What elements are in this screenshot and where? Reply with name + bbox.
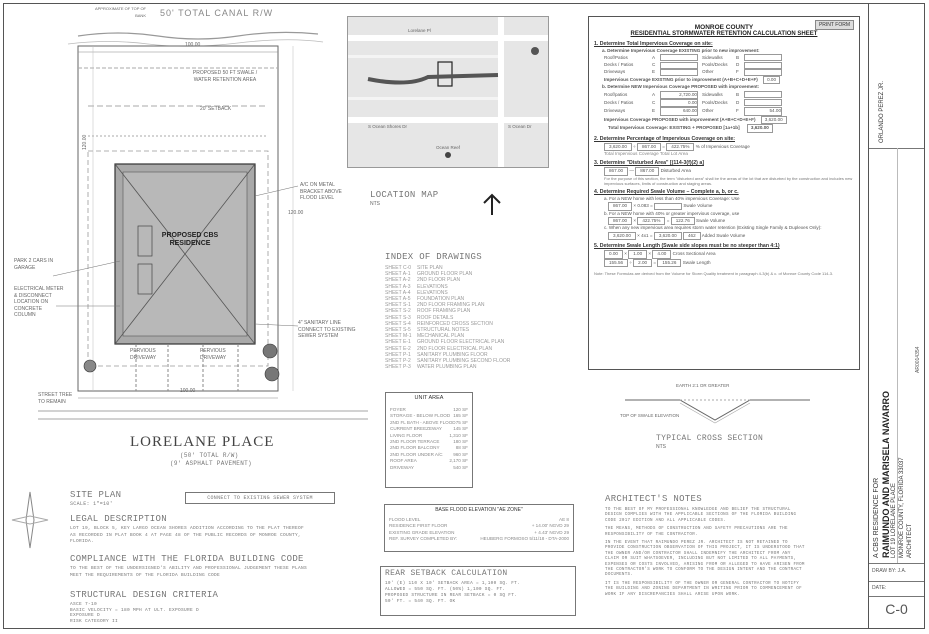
structural-title: STRUCTURAL DESIGN CRITERIA xyxy=(70,590,219,600)
date-label: DATE: xyxy=(872,585,887,591)
unit-area-row: STORAGE - BELOW FLOOD 165 SF xyxy=(390,413,468,419)
stormwater-form xyxy=(588,16,860,370)
form-total: Total Impervious Coverage: EXISTING + PROPOSED [1a+1b] 3,620.00 xyxy=(594,124,854,132)
index-row: SHEET P-1 SANITARY PLUMBING FLOOR xyxy=(385,351,488,358)
project-line2: ORLANDO PEREZ JR. xyxy=(879,80,885,143)
unit-area-title: UNIT AREA xyxy=(414,395,444,401)
setback-line: 50' FT. = 540 SQ. FT. OK xyxy=(385,599,456,604)
site-plan-drawing xyxy=(8,6,368,426)
index-row: SHEET C-0 SITE PLAN xyxy=(385,265,443,271)
cross-section-title: TYPICAL CROSS SECTION xyxy=(656,434,764,443)
unit-area-row: LIVING FLOOR 1,310 SF xyxy=(390,432,468,438)
cross-note2: TOP OF SWALE ELEVATION xyxy=(620,413,680,418)
north-icon xyxy=(480,193,504,217)
architect-label: ARCHITECT xyxy=(907,523,913,558)
street-tree-note: STREET TREE TO REMAIN xyxy=(38,392,73,405)
unit-area-row: 2ND FLOOR TERRACE 180 SF xyxy=(390,439,468,445)
flood-row: FLOOD LEVEL AE 8 xyxy=(389,517,569,522)
structural-lines xyxy=(70,602,199,624)
pervious-right: PERVIOUS DRIVEWAY xyxy=(200,348,227,361)
index-row: SHEET S-4 REINFORCED CROSS SECTION xyxy=(385,320,493,327)
ac-note: A/C ON METAL BRACKET ABOVE FLOOD LEVEL xyxy=(300,182,342,201)
structural-line: EXPOSURE D xyxy=(70,613,101,618)
index-row: SHEET A-5 FOUNDATION PLAN xyxy=(385,296,465,303)
form-4b-row: 867.00 × 422.75% = 122.76 Swale Volume xyxy=(594,217,854,225)
form-4a-row: 867.00 × 0.083 = Swale Volume xyxy=(594,202,854,210)
form-4b: b. For a NEW home with 40% or greater impervious coverage, use xyxy=(604,210,740,216)
index-row: SHEET S-1 2ND FLOOR FRAMING PLAN xyxy=(385,302,485,309)
unit-area-row: ROOF AREA 2,170 SF xyxy=(390,458,468,464)
arch-note: IN THE EVENT THAT RAIMUNDO PEREZ JR. ARCHITECT IS NOT RETAINED TO PROVIDE CONSTRUCTION OBSERVATION OF THIS PROJECT, IT IS UNDERSTOOD THAT THE OWNER AND/OR CONTRACTOR SHALL INDEMNIFY THE ARCHITECT FROM ANY CLAIM OR SUIT WHATSOEVER, INCLUDING BUT NOT LIMITED TO ALL PAYMENTS, EXPENSES OR COSTS INVOLVED, ARISING FROM OR ALLEGED TO HAVE ARISEN FROM THE CONTRACTOR'S WORK TO CONFORM TO THE DESIGN INTENT AND THE CONTRACT DOCUMENTS. xyxy=(605,541,805,578)
canal-label: 50' TOTAL CANAL R/W xyxy=(160,8,274,18)
form-section-4: 4. Determine Required Swale Volume – Complete a, b, or c. xyxy=(594,188,739,195)
index-row: SHEET A-4 ELEVATIONS xyxy=(385,289,448,296)
map-pin-icon xyxy=(531,47,539,55)
unit-area-box xyxy=(385,392,473,488)
compliance-text: TO THE BEST OF THE UNDERSIGNED'S ABILITY AND PROFESSIONAL JUDGEMENT THESE PLANS MEET THE REQUIREMENTS OF THE FLORIDA BUILDING CODE xyxy=(70,566,308,578)
dim-top: 100.00 xyxy=(185,42,201,48)
pervious-left: PERVIOUS DRIVEWAY xyxy=(130,348,157,361)
sewer-note: 4" SANITARY LINE CONNECT TO EXISTING SEWER SYSTEM xyxy=(298,320,356,339)
form-1a-rows xyxy=(594,54,854,84)
form-4c-row: 3,620.00 × 4x1 = 3,620.00 462 Added Swale Volume xyxy=(594,232,854,240)
form-1a-total: Impervious Coverage EXISTING prior to improvement (A+B+C+D+E+F) 0.00 xyxy=(604,76,854,84)
street-name: LORELANE PLACE xyxy=(130,434,275,450)
flood-row: REF. SURVEY COMPLETED BY: HEUBERG FORMOSO 5/11/18 - DTA-2000 xyxy=(389,536,569,542)
flood-row: EXISTING GRADE ELEVATION + 4.43' NGVD 29 xyxy=(389,529,569,535)
form-3-note: For the purpose of this section, the term "disturbed area" shall be the areas of the lot that are disturbed by the construction and includes new impervious surfaces, limits of construction and staging areas. xyxy=(604,175,853,186)
location-map-nts: NTS xyxy=(370,201,380,207)
form-county: MONROE COUNTY xyxy=(694,24,754,31)
canal-note: APPROXIMATE OF TOP OF BANK xyxy=(94,6,146,18)
unit-area-row: 2ND FLOOR BALCONY 88 SF xyxy=(390,445,468,451)
house-label xyxy=(150,232,230,248)
index-row: SHEET A-2 2ND FLOOR PLAN xyxy=(385,277,461,284)
setback-line: 10' (E) 110 X 10' SETBACK AREA = 1,100 SQ. FT. xyxy=(385,581,521,586)
street-sub1: (50' TOTAL R/W) xyxy=(180,452,239,459)
index-row: SHEET P-3 WATER PLUMBING PLAN xyxy=(385,364,477,371)
unit-area-row: FOYER 120 SF xyxy=(390,407,468,412)
index-row: SHEET A-3 ELEVATIONS xyxy=(385,283,448,290)
drawn-by: DRAW BY: J.A. xyxy=(872,568,907,574)
form-2-labels: Total Impervious Coverage Total Lot Area xyxy=(604,151,688,157)
form-4c: c. When any new impervious area requires storm water retention (Existing Single Family & Duplexes Only): xyxy=(604,225,822,231)
form-row: Roof/patios A 2,720.00 Sidewalks B xyxy=(604,91,854,99)
street-sub2: (9' ASPHALT PAVEMENT) xyxy=(170,460,252,467)
map-street1: Lorelane Pl xyxy=(408,28,431,33)
elec-note: ELECTRICAL METER & DISCONNECT LOCATION ON CONCRETE COLUMN xyxy=(14,286,64,318)
form-section-1a: a. Determine Impervious Coverage EXISTING prior to new improvement: xyxy=(602,48,760,53)
structural-line: ASCE 7-10 xyxy=(70,602,98,607)
dim-right: 120.00 xyxy=(288,210,304,216)
tree-icon xyxy=(263,344,277,358)
form-title: RESIDENTIAL STORMWATER RETENTION CALCULATION SHEET xyxy=(630,31,818,37)
index-row: SHEET A-1 GROUND FLOOR PLAN xyxy=(385,271,473,278)
park-note: PARK 2 CARS IN GARAGE xyxy=(14,258,54,271)
arch-notes xyxy=(605,508,805,598)
map-street2: S Ocean Shores Dr xyxy=(368,124,408,129)
project-address: LOT 19 LORELANE PLACE xyxy=(891,483,897,558)
flood-title: BASE FLOOD ELEVATION "AE ZONE" xyxy=(435,507,523,513)
map-street3: S Ocean Dr xyxy=(508,124,532,129)
form-5-row2: 155.56 ÷ 2.00 = 155.26 Swale Length xyxy=(594,259,854,267)
form-section-2: 2. Determine Percentage of Impervious Coverage on site: xyxy=(594,135,735,142)
house-label-line2: RESIDENCE xyxy=(169,240,211,247)
index-list xyxy=(385,265,565,370)
sewer-connect-box: CONNECT TO EXISTING SEWER SYSTEM xyxy=(185,492,335,504)
structural-line: RISK CATEGORY II xyxy=(70,618,119,624)
print-form-button[interactable]: PRINT FORM xyxy=(815,20,854,30)
index-row: SHEET S-5 STRUCTURAL NOTES xyxy=(385,327,470,334)
unit-area-row: CURRENT BREEZEWAY 145 SF xyxy=(390,426,468,432)
legal-text: LOT 19, BLOCK 5, KEY LARGO OCEAN SHORES ADDITION ACCORDING TO THE PLAT THEREOF AS RECORDED IN PLAT BOOK 4 AT PAGE 48 OF THE PUBLIC RECORDS OF MONROE COUNTY, FLORIDA. xyxy=(70,526,305,544)
form-5-row1: 0.00 × 1.00 × 4.00 Cross Sectional Area xyxy=(594,250,854,258)
structural-line: BASIC VELOCITY = 180 MPH AT ULT. EXPOSURE D xyxy=(70,607,200,613)
tree-icon xyxy=(265,367,279,381)
form-row: Driveways E 640.00 Other F 54.00 xyxy=(604,107,854,115)
canal-setback: 20' SETBACK xyxy=(200,106,232,112)
map-poi: Ocean Reef xyxy=(436,145,461,150)
form-1b-total: Impervious Coverage PROPOSED with improvement (A+B+C+D+E+F) 3,620.00 xyxy=(604,116,854,124)
cross-section-nts: NTS xyxy=(656,444,666,450)
index-row: SHEET P-2 SANITARY PLUMBING SECOND FLOOR xyxy=(385,358,511,365)
arch-note: IT IS THE RESPONSIBILITY OF THE OWNER OR GENERAL CONTRACTOR TO NOTIFY THE BUILDING AND ZONING DEPARTMENT IN WRITING PRIOR TO COMMENCEMENT OF WORK IF ANY DISCREPANCIES SHALL ARISE UPON WORK. xyxy=(605,581,802,597)
project-city: MONROE COUNTY, FLORIDA 33037 xyxy=(899,457,905,558)
legal-title: LEGAL DESCRIPTION xyxy=(70,514,167,524)
flood-box xyxy=(384,504,574,552)
arch-note: THE MEANS, METHODS OF CONSTRUCTION AND SAFETY PRECAUTIONS ARE THE RESPONSIBILITY OF THE CONTRACTOR. xyxy=(605,527,788,537)
dim-left: 120.00 xyxy=(82,134,88,150)
project-line3: RAIMUNDO AND MARISELA NAVARRO xyxy=(881,391,891,558)
unit-area-row: 2ND FLOOR UNDER A/C 960 SF xyxy=(390,451,468,457)
unit-area-row: 2ND FL BATH - ABOVE FLOOD 75 SF xyxy=(390,419,468,425)
form-2-row: 3,620.00 ÷ 867.00 = 422.75% % of Impervious Coverage xyxy=(594,143,854,151)
compliance-title: COMPLIANCE WITH THE FLORIDA BUILDING CODE xyxy=(70,554,304,564)
dim-bottom: 100.00 xyxy=(180,388,196,394)
form-1b-rows xyxy=(594,91,854,125)
location-map xyxy=(347,16,549,168)
project-line1: A CBS RESIDENCE FOR xyxy=(873,477,880,558)
arch-notes-title: ARCHITECT'S NOTES xyxy=(605,494,702,504)
form-section-1b: b. Determine NEW Impervious Coverage PROPOSED with improvement: xyxy=(602,84,760,90)
arch-note: TO THE BEST OF MY PROFESSIONAL KNOWLEDGE AND BELIEF THE STRUCTURAL DESIGN COMPLIES WITH THE APPLICABLE SECTIONS OF THE FLORIDA BUILDING CODE 2017 EDITION AND ALL APPLICABLE CODES. xyxy=(605,508,797,523)
flood-row: RESIDENCE FIRST FLOOR + 14.00' NGVD 29 xyxy=(389,523,569,529)
index-row: SHEET E-1 GROUND FLOOR ELECTRICAL PLAN xyxy=(385,339,505,346)
form-row: Decks / Patios C Pools/Decks D xyxy=(604,62,854,69)
setback-line: ALLOWED = 550 SQ. FT. (50%) 1,100 SQ. FT. xyxy=(385,587,506,592)
form-4a: a. For a NEW home with less than 40% impervious Coverage: Use xyxy=(604,195,740,201)
form-footnote: Note: These Formulas are derived from the Volume for Storm Quality treatment in paragraph 4-3(b) & c. of Monroe County Code 114-3. xyxy=(594,271,834,277)
house-label-line1: PROPOSED CBS xyxy=(161,232,219,239)
retention-note: PROPOSED 50 FT SWALE / WATER RETENTION AREA xyxy=(192,70,258,83)
form-section-1: 1. Determine Total Impervious Coverage on site: xyxy=(594,41,713,47)
form-section-3: 3. Determine "Disturbed Area" [(114-3(f)(2) a] xyxy=(594,160,704,167)
unit-area-row: DRIVEWAY 540 SF xyxy=(390,464,468,470)
title-block xyxy=(868,3,925,629)
index-row: SHEET M-1 MECHANICAL PLAN xyxy=(385,333,465,340)
form-row: Decks / Patios C 0.00 Pools/Decks D xyxy=(604,99,854,107)
index-row: SHEET S-3 ROOF DETAILS xyxy=(385,314,454,321)
site-plan-title: SITE PLAN xyxy=(70,490,122,500)
index-row: SHEET S-2 ROOF FRAMING PLAN xyxy=(385,308,471,315)
form-3-row: 867.00 — 867.00 Disturbed Area xyxy=(594,167,854,175)
form-row: Roof/Patios A Sidewalks B xyxy=(604,54,854,61)
setback-box xyxy=(380,566,576,616)
north-arrow-icon xyxy=(10,490,50,550)
form-row: Driveways E Other F xyxy=(604,69,854,76)
setback-line: PROPOSED STRUCTURE IN REAR SETBACK = 0 SQ FT. xyxy=(385,593,518,598)
tree-icon xyxy=(84,360,96,372)
index-row: SHEET E-2 2ND FLOOR ELECTRICAL PLAN xyxy=(385,345,493,352)
setback-title: REAR SETBACK CALCULATION xyxy=(385,569,508,578)
sheet-number: C-0 xyxy=(885,601,908,617)
form-section-5: 5. Determine Swale Length (Swale side slopes must be no steeper than 4:1) xyxy=(594,243,780,250)
location-map-title: LOCATION MAP xyxy=(370,190,439,200)
cross-note1: EARTH 2:1 OR GREATER xyxy=(676,383,730,388)
index-title: INDEX OF DRAWINGS xyxy=(385,252,482,262)
license-number: AR0014354 xyxy=(915,346,921,373)
poi-icon xyxy=(445,152,451,158)
site-plan-scale: SCALE: 1"=10' xyxy=(70,501,113,507)
